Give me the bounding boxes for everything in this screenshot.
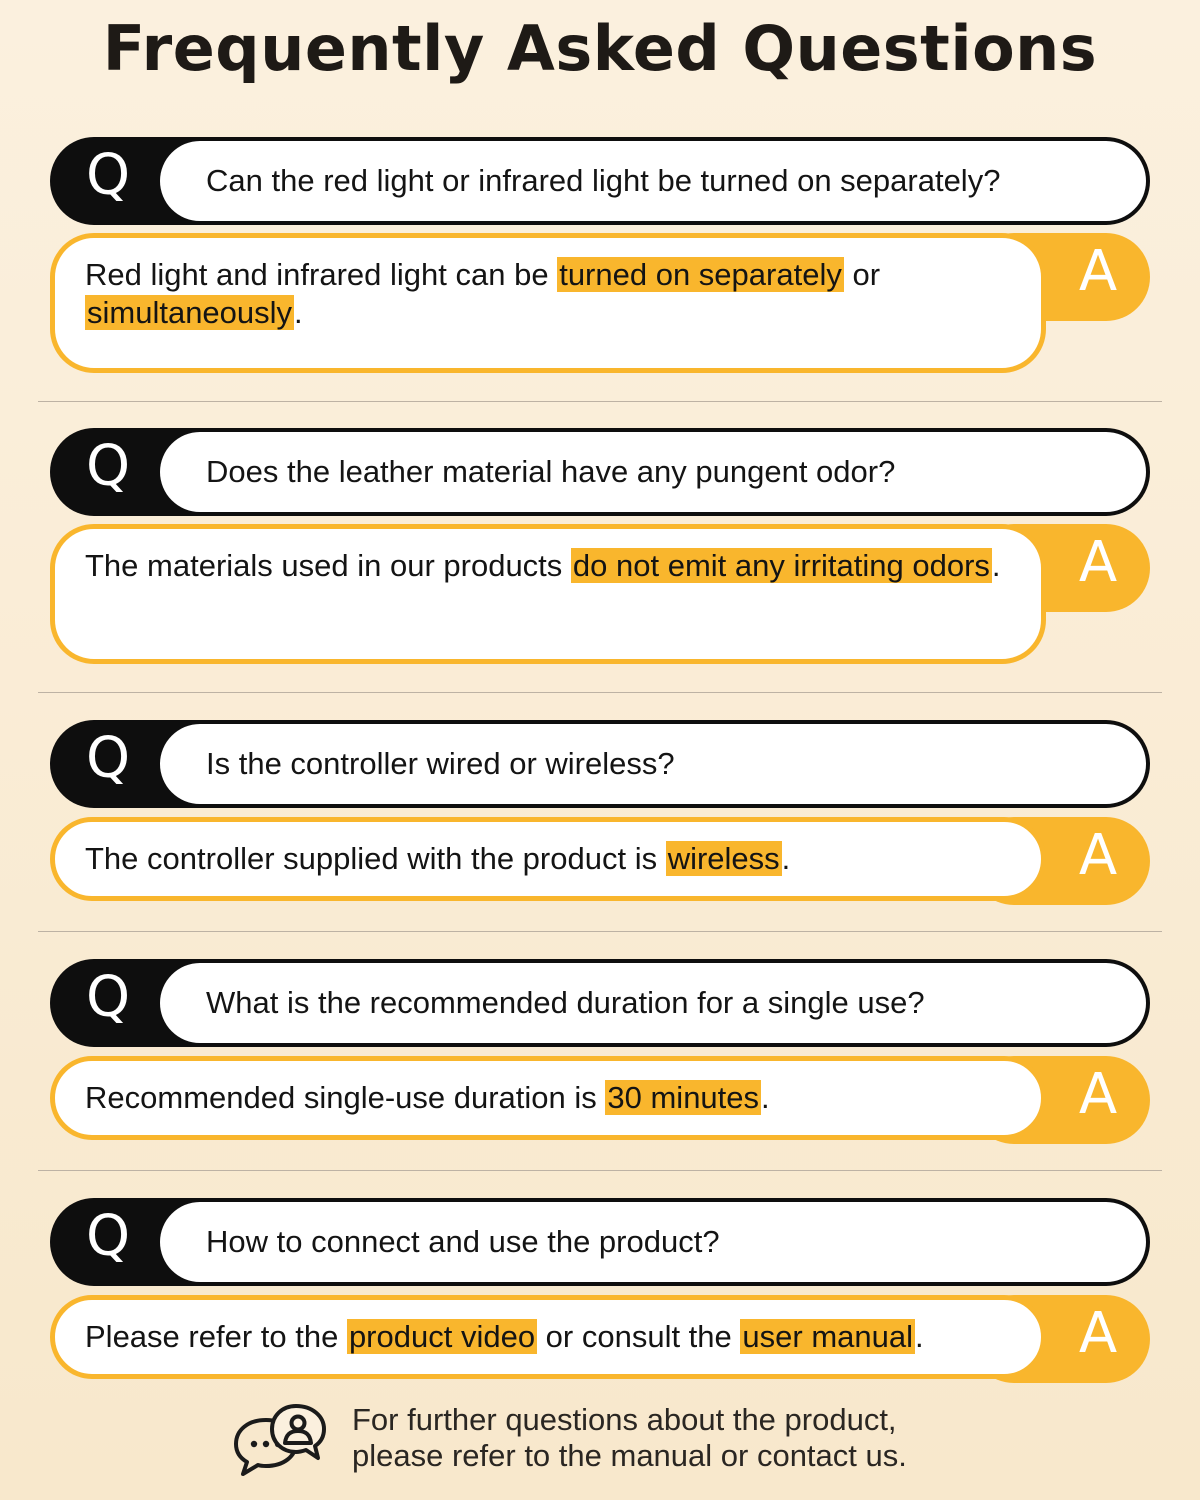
question-text: Does the leather material have any pungent odor? <box>160 432 1146 512</box>
q-letter: Q <box>85 143 131 208</box>
answer-segment: . <box>294 295 303 330</box>
a-letter: A <box>1078 239 1118 304</box>
answer-highlight: do not emit any irritating odors <box>572 548 990 583</box>
a-letter: A <box>1078 1301 1118 1366</box>
divider <box>38 401 1162 402</box>
answer-segment: The controller supplied with the product is <box>85 841 666 876</box>
answer-text <box>50 524 1046 664</box>
answer-text <box>50 233 1046 373</box>
answer-segment: . <box>761 1080 770 1115</box>
q-letter: Q <box>85 1204 131 1269</box>
footer-text <box>352 1402 1052 1474</box>
answer-segment: or consult the <box>537 1319 741 1354</box>
a-letter: A <box>1078 530 1118 595</box>
question-text: Can the red light or infrared light be turned on separately? <box>160 141 1146 221</box>
answer-segment: The materials used in our products <box>85 548 571 583</box>
answer-highlight: wireless <box>667 841 780 876</box>
a-letter: A <box>1078 823 1118 888</box>
answer-segment: . <box>991 548 1001 583</box>
answer-text <box>50 1056 1046 1140</box>
answer-segment: Recommended single-use duration is <box>85 1080 606 1115</box>
answer-segment: . <box>915 1319 924 1354</box>
answer-text <box>50 817 1046 901</box>
question-row <box>50 428 1150 516</box>
question-row <box>50 720 1150 808</box>
question-row <box>50 959 1150 1047</box>
divider <box>38 931 1162 932</box>
answer-highlight: 30 minutes <box>607 1080 760 1115</box>
q-letter: Q <box>85 434 131 499</box>
question-row <box>50 137 1150 225</box>
answer-highlight: user manual <box>742 1319 913 1354</box>
answer-highlight: simultaneously <box>87 295 293 330</box>
footer-line-1: For further questions about the product, <box>352 1402 897 1437</box>
question-text: What is the recommended duration for a single use? <box>160 963 1146 1043</box>
divider <box>38 692 1162 693</box>
a-letter: A <box>1078 1062 1118 1127</box>
answer-segment: Red light and infrared light can be <box>85 257 558 292</box>
footer-line-2: please refer to the manual or contact us. <box>352 1438 907 1473</box>
answer-segment: or <box>843 257 881 292</box>
q-letter: Q <box>85 726 131 791</box>
page-title: Frequently Asked Questions <box>102 12 1098 85</box>
question-text: How to connect and use the product? <box>160 1202 1146 1282</box>
answer-segment: Please refer to the <box>85 1319 347 1354</box>
q-letter: Q <box>85 965 131 1030</box>
answer-highlight: turned on separately <box>559 257 842 292</box>
answer-highlight: product video <box>348 1319 536 1354</box>
answer-text <box>50 1295 1046 1379</box>
question-text: Is the controller wired or wireless? <box>160 724 1146 804</box>
divider <box>38 1170 1162 1171</box>
answer-segment: . <box>781 841 791 876</box>
question-row <box>50 1198 1150 1286</box>
chat-support-icon <box>230 1402 330 1482</box>
